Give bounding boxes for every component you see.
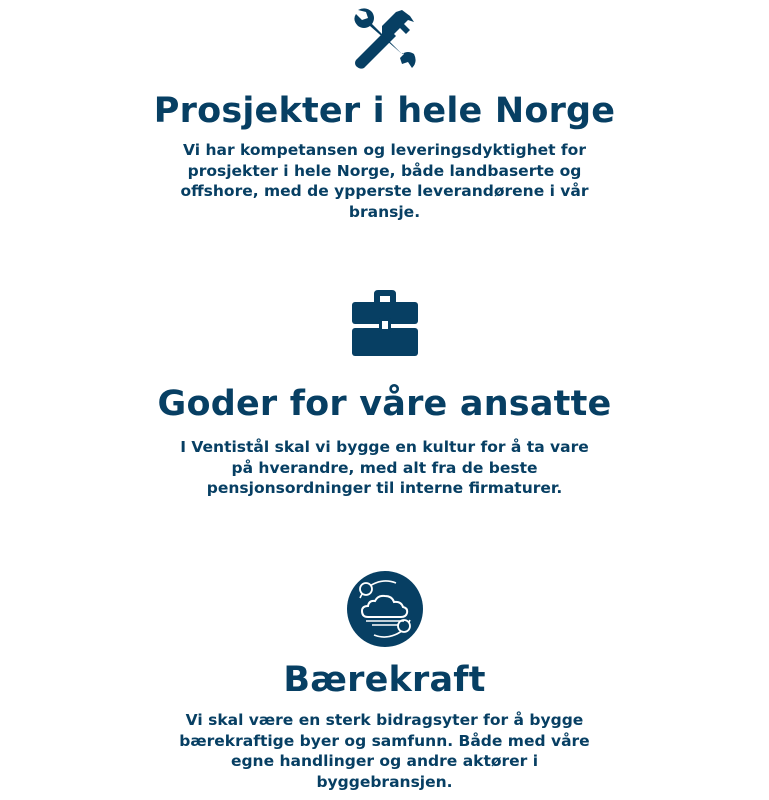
feature-text: I Ventistål skal vi bygge en kultur for å ta vare på hverandre, med alt fra de beste pensjonsordninger til interne firmaturer. — [180, 438, 589, 497]
feature-text: Vi har kompetansen og leveringsdyktighet for prosjekter i hele Norge, både landbaserte og offshore, med de ypperste leverandørene i vår bransje. — [180, 141, 589, 221]
feature-title: Goder for våre ansatte — [157, 384, 612, 424]
feature-benefits — [0, 290, 769, 499]
feature-projects — [0, 6, 769, 222]
briefcase-icon — [352, 290, 418, 356]
feature-sustainability — [0, 570, 769, 792]
tools-icon — [352, 6, 418, 70]
sustainability-cloud-icon — [346, 570, 424, 648]
feature-text: Vi skal være en sterk bidragsyter for å bygge bærekraftige byer og samfunn. Både med våre egne handlinger og andre aktører i byggebransjen. — [179, 711, 590, 791]
feature-title: Prosjekter i hele Norge — [153, 91, 616, 131]
feature-title: Bærekraft — [283, 660, 486, 700]
